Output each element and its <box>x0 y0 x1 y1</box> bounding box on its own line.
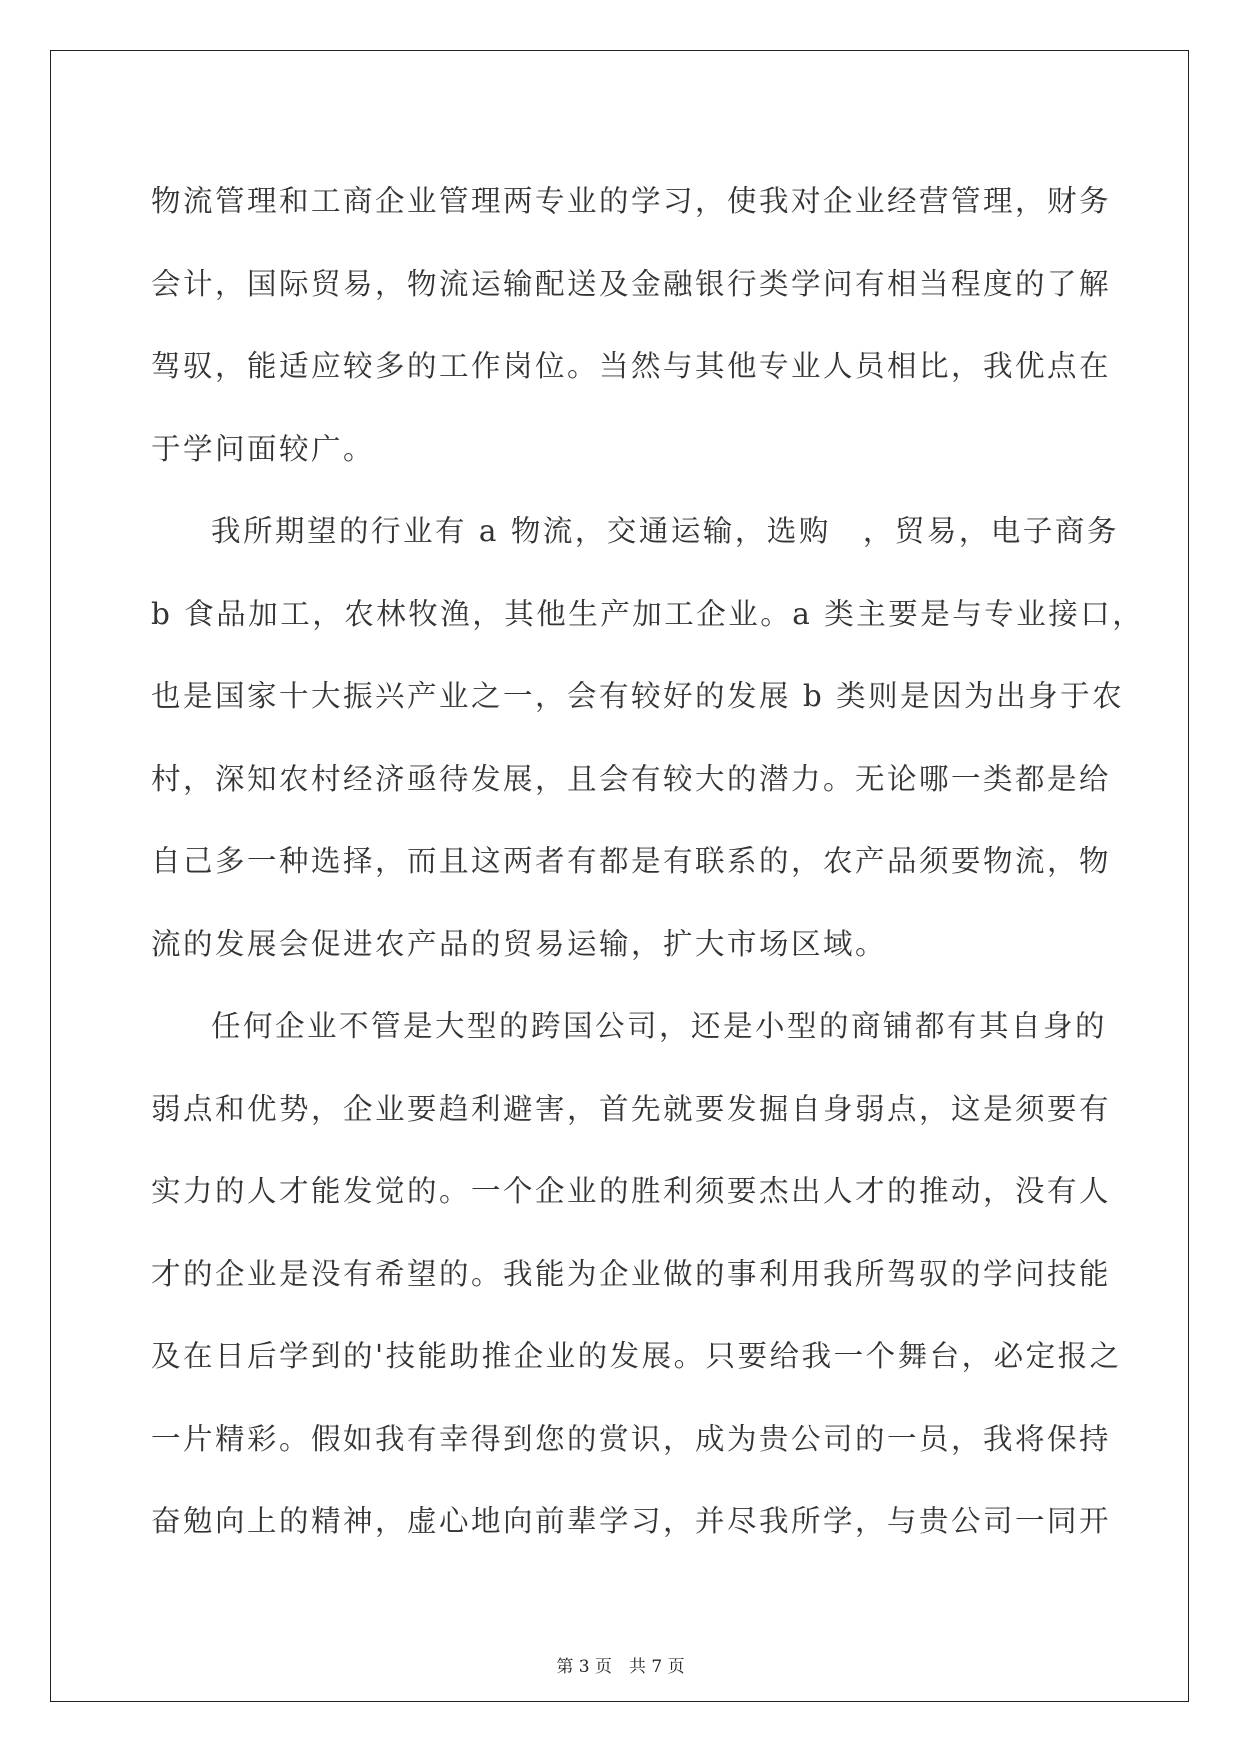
paragraph-3-line-4: 才的企业是没有希望的。我能为企业做的事利用我所驾驭的学问技能 <box>151 1256 1112 1291</box>
paragraph-3-line-5: 及在日后学到的'技能助推企业的发展。只要给我一个舞台，必定报之 <box>151 1339 1122 1373</box>
paragraph-2-line-3: 也是国家十大振兴产业之一，会有较好的发展 b 类则是因为出身于农 <box>151 679 1125 713</box>
paragraph-1-line-4: 于学问面较广。 <box>151 431 376 466</box>
body-text <box>151 160 1145 1563</box>
paragraph-2-line-2: b 食品加工，农林牧渔，其他生产加工企业。a 类主要是与专业接口， <box>151 596 1145 631</box>
paragraph-3-line-3: 实力的人才能发觉的。一个企业的胜利须要杰出人才的推动，没有人 <box>151 1174 1112 1208</box>
paragraph-1-line-1: 物流管理和工商企业管理两专业的学习，使我对企业经营管理，财务 <box>151 184 1112 218</box>
paragraph-2-line-1: 我所期望的行业有 a 物流，交通运输，选购 ，贸易，电子商务 <box>211 514 1119 548</box>
paragraph-3-line-2: 弱点和优势，企业要趋利避害，首先就要发掘自身弱点，这是须要有 <box>151 1091 1112 1126</box>
paragraph-2-line-5: 自己多一种选择，而且这两者有都是有联系的，农产品须要物流，物 <box>151 844 1112 878</box>
paragraph-3-line-7: 奋勉向上的精神，虚心地向前辈学习，并尽我所学，与贵公司一同开 <box>151 1504 1112 1538</box>
paragraph-2-line-6: 流的发展会促进农产品的贸易运输，扩大市场区域。 <box>151 926 888 961</box>
paragraph-1-line-3: 驾驭，能适应较多的工作岗位。当然与其他专业人员相比，我优点在 <box>151 349 1112 383</box>
page-number-footer: 第 3 页 共 7 页 <box>556 1657 685 1677</box>
paragraph-1-line-2: 会计，国际贸易，物流运输配送及金融银行类学问有相当程度的了解 <box>151 266 1112 301</box>
paragraph-3-line-6: 一片精彩。假如我有幸得到您的赏识，成为贵公司的一员，我将保持 <box>151 1421 1112 1456</box>
paragraph-3-line-1: 任何企业不管是大型的跨国公司，还是小型的商铺都有其自身的 <box>211 1009 1108 1043</box>
paragraph-2-line-4: 村，深知农村经济亟待发展，且会有较大的潜力。无论哪一类都是给 <box>151 761 1112 796</box>
